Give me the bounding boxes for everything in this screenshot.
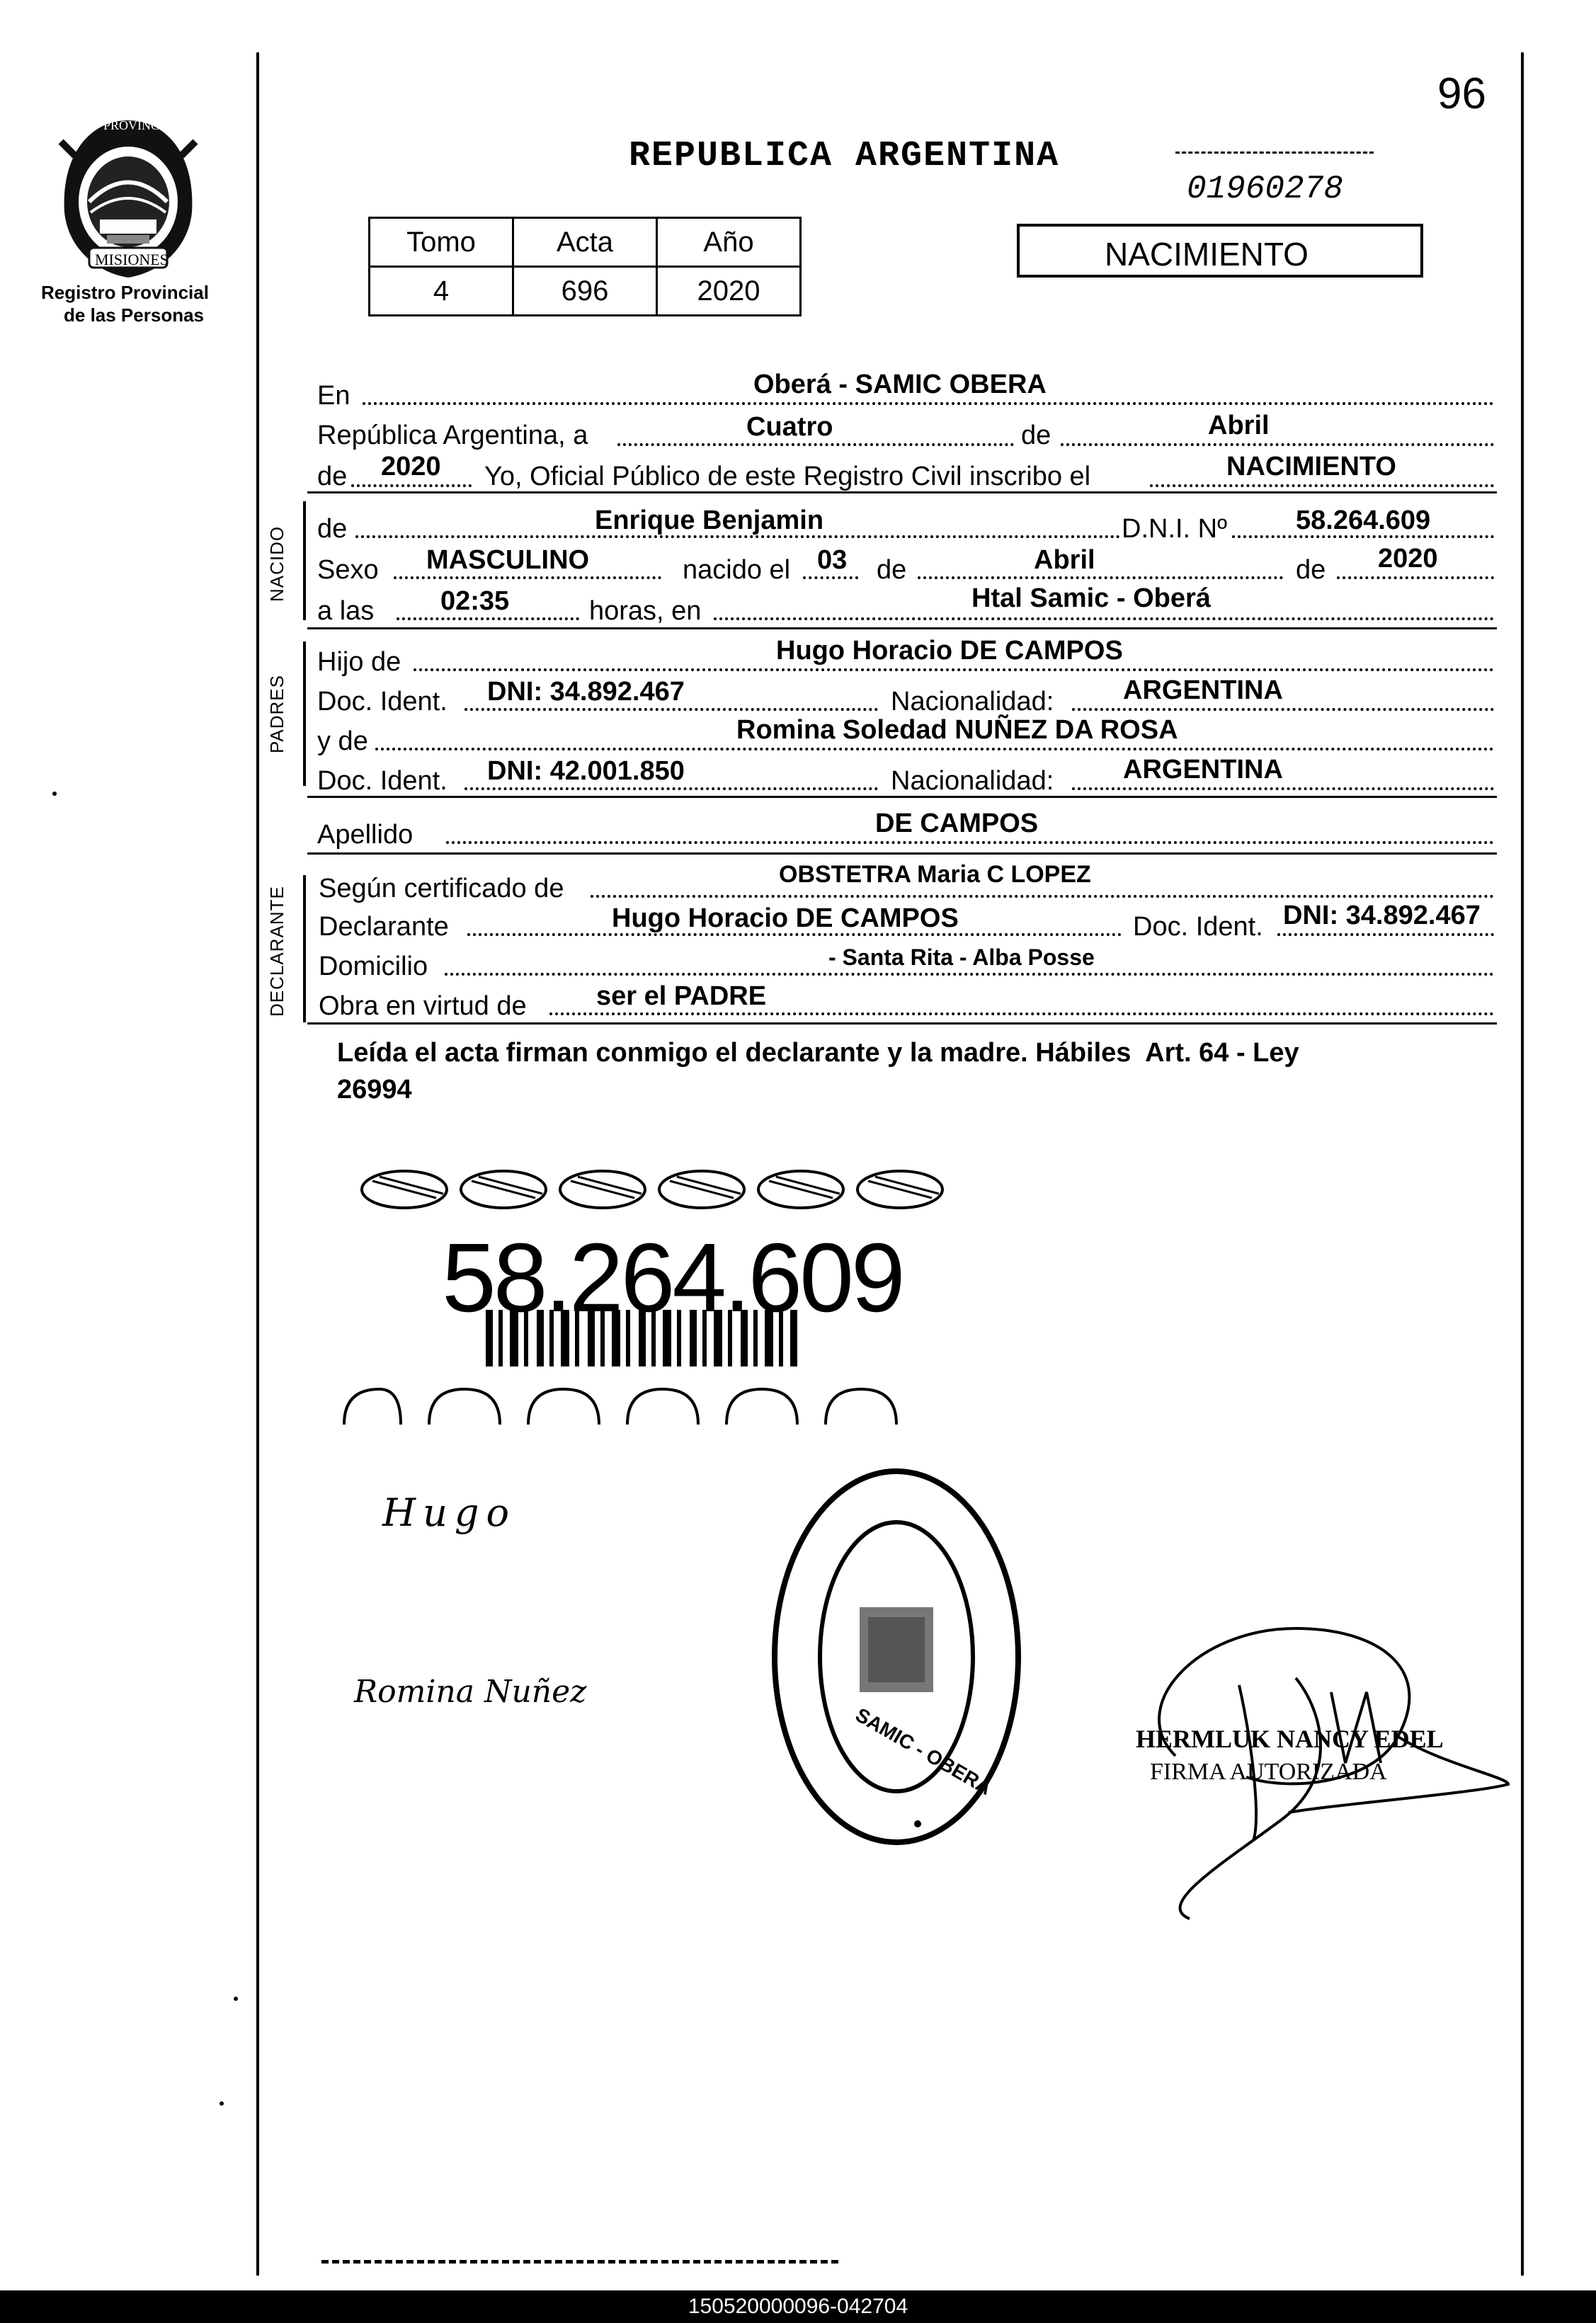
sexo-value: MASCULINO	[426, 545, 590, 575]
time-value: 02:35	[440, 586, 510, 616]
decl-label: Declarante	[319, 912, 449, 942]
province-logo	[47, 113, 210, 283]
father-nac-dots	[1072, 708, 1494, 711]
tomo-header: Tomo	[370, 218, 513, 267]
mother-value: Romina Soledad NUÑEZ DA ROSA	[736, 715, 1178, 745]
en-label: En	[317, 381, 350, 411]
time-dots	[397, 617, 579, 620]
footer-code: 150520000096-042704	[0, 2290, 1596, 2323]
logo-caption-line1: Registro Provincial	[41, 282, 209, 303]
dom-value: - Santa Rita - Alba Posse	[828, 944, 1095, 970]
inscribe-value: NACIMIENTO	[1226, 452, 1396, 481]
inscribe-dots	[1150, 484, 1494, 487]
intro-year-value: 2020	[381, 452, 441, 481]
divider-4	[307, 852, 1497, 855]
birth-month-value: Abril	[1034, 545, 1095, 575]
right-border-line	[1521, 52, 1524, 2276]
closing-line-1: Leída el acta firman conmigo el declarante y la madre. Hábiles Art. 64 - Ley	[337, 1038, 1299, 1068]
birth-day-value: 03	[817, 545, 848, 575]
divider-1	[307, 491, 1497, 493]
father-nac-value: ARGENTINA	[1123, 675, 1283, 705]
nacido-de-label: de	[317, 514, 348, 544]
day-dots	[617, 443, 1014, 446]
father-doc-label: Doc. Ident.	[317, 687, 448, 717]
seal-center-text: SAMIC - OBERA	[851, 1703, 996, 1800]
intro-de-label: de	[1021, 421, 1051, 450]
logo-caption-line2: de las Personas	[64, 304, 204, 326]
dom-dots	[445, 973, 1494, 976]
intro-day-value: Cuatro	[746, 412, 833, 442]
record-type-box	[1017, 224, 1423, 278]
birth-day-dots	[803, 576, 858, 579]
mother-doc-value: DNI: 42.001.850	[487, 756, 685, 786]
oficial-text: Yo, Oficial Público de este Registro Civil inscribo el	[484, 462, 1091, 491]
sticker-dni-number: 58.264.609	[442, 1223, 903, 1332]
obra-label: Obra en virtud de	[319, 991, 527, 1021]
en-dots	[363, 402, 1494, 405]
tomo-value: 4	[370, 267, 513, 316]
mother-nac-dots	[1072, 787, 1494, 790]
father-doc-dots	[464, 708, 878, 711]
father-doc-value: DNI: 34.892.467	[487, 677, 685, 707]
serial-scribble	[1175, 152, 1374, 162]
sexo-label: Sexo	[317, 555, 379, 585]
divider-2	[307, 627, 1497, 629]
apellido-value: DE CAMPOS	[875, 809, 1039, 838]
nacido-name-value: Enrique Benjamin	[595, 506, 824, 535]
scan-mark-1	[52, 792, 57, 796]
mother-doc-dots	[464, 787, 878, 790]
authorized-signature	[1112, 1607, 1522, 1933]
divider-5	[307, 1022, 1497, 1024]
declarante-brace	[303, 875, 306, 1022]
dni-label: D.N.I. Nº	[1122, 514, 1227, 544]
dni-dots	[1232, 535, 1494, 538]
birth-de-label: de	[877, 555, 907, 585]
alas-label: a las	[317, 596, 375, 626]
authorized-label: FIRMA AUTORIZADA	[1150, 1759, 1387, 1785]
padres-brace	[303, 641, 306, 786]
birth-month-dots	[918, 576, 1283, 579]
obra-value: ser el PADRE	[596, 981, 767, 1011]
page-number: 96	[1437, 69, 1486, 118]
cert-value: OBSTETRA Maria C LOPEZ	[779, 861, 1091, 888]
page-title: REPUBLICA ARGENTINA	[629, 136, 1060, 176]
ano-header: Año	[657, 218, 801, 267]
dom-label: Domicilio	[319, 952, 428, 981]
decl-dots	[467, 933, 1122, 936]
intro-de-label-2: de	[317, 462, 348, 491]
left-border-line	[256, 52, 259, 2276]
apellido-label: Apellido	[317, 820, 414, 850]
bottom-smudge-line	[321, 2260, 838, 2264]
nacido-name-dots	[355, 535, 1120, 538]
registry-table	[368, 217, 802, 316]
scan-mark-3	[220, 2101, 224, 2106]
scan-mark-2	[234, 1997, 238, 2001]
en-value: Oberá - SAMIC OBERA	[753, 370, 1047, 399]
mother-nac-value: ARGENTINA	[1123, 755, 1283, 784]
official-seal	[769, 1466, 1024, 1848]
sexo-dots	[394, 576, 661, 579]
mother-nac-label: Nacionalidad:	[891, 766, 1054, 796]
decl-doc-value: DNI: 34.892.467	[1283, 901, 1481, 930]
signature-romina: Romina Nuñez	[354, 1674, 587, 1710]
registry-header-row	[370, 218, 801, 267]
acta-value: 696	[513, 267, 657, 316]
decl-doc-dots	[1277, 933, 1494, 936]
padres-section-label: PADRES	[266, 675, 287, 753]
birth-year-dots	[1337, 576, 1494, 579]
father-dots	[414, 668, 1494, 671]
decl-value: Hugo Horacio DE CAMPOS	[612, 903, 959, 933]
birth-year-value: 2020	[1378, 544, 1438, 573]
registry-value-row	[370, 267, 801, 316]
closing-line-2: 26994	[337, 1075, 412, 1105]
declarante-section-label: DECLARANTE	[266, 886, 287, 1017]
father-nac-label: Nacionalidad:	[891, 687, 1054, 717]
logo-ring-top: PROVINCIA DE	[103, 118, 193, 132]
apellido-dots	[446, 841, 1494, 844]
mother-doc-label: Doc. Ident.	[317, 766, 448, 796]
intro-month-value: Abril	[1208, 411, 1270, 440]
mother-dots	[375, 748, 1494, 750]
father-value: Hugo Horacio DE CAMPOS	[776, 636, 1123, 666]
serial-number: 01960278	[1187, 171, 1343, 207]
nacido-section-label: NACIDO	[266, 525, 287, 602]
nacido-el-label: nacido el	[683, 555, 791, 585]
divider-3	[307, 796, 1497, 798]
signature-hugo: Hugo	[382, 1490, 516, 1535]
horas-label: horas, en	[589, 596, 702, 626]
dni-sticker	[337, 1161, 967, 1430]
yde-label: y de	[317, 726, 368, 756]
record-type-label: NACIMIENTO	[1105, 236, 1309, 273]
nacido-brace	[303, 501, 306, 620]
obra-dots	[549, 1012, 1494, 1015]
acta-header: Acta	[513, 218, 657, 267]
month-dots	[1061, 443, 1494, 446]
logo-ring-bottom: MISIONES	[95, 251, 169, 268]
birth-de-label-2: de	[1296, 555, 1326, 585]
republica-label: República Argentina, a	[317, 421, 588, 450]
hijo-label: Hijo de	[317, 647, 401, 677]
year-dots	[351, 484, 472, 487]
ano-value: 2020	[657, 267, 801, 316]
place-dots	[714, 617, 1494, 620]
cert-dots	[591, 895, 1494, 898]
decl-doc-label: Doc. Ident.	[1133, 912, 1263, 942]
dni-value: 58.264.609	[1296, 506, 1431, 535]
place-value: Htal Samic - Oberá	[971, 583, 1211, 613]
authorized-name: HERMLUK NANCY EDEL	[1136, 1725, 1444, 1753]
cert-label: Según certificado de	[319, 874, 564, 903]
